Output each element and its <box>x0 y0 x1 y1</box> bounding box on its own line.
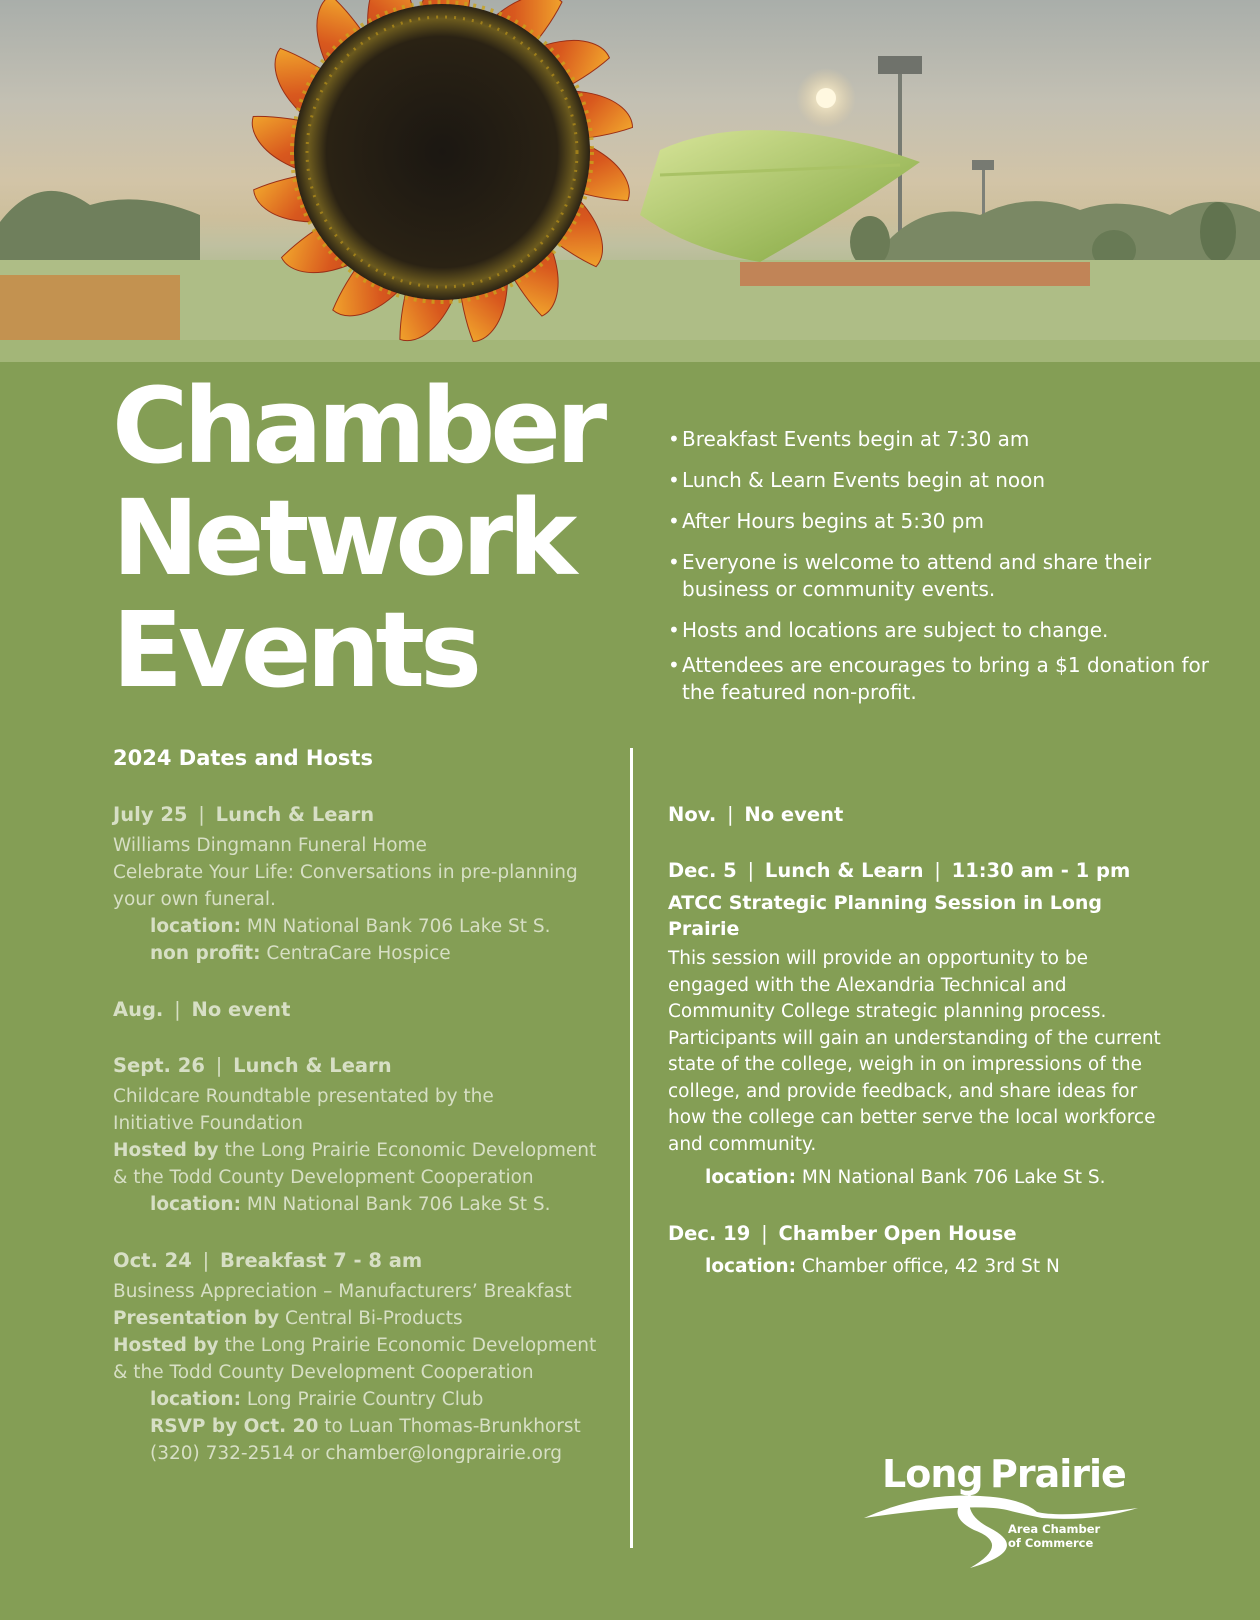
event-nov <box>668 802 1168 828</box>
event-heading <box>668 802 1168 828</box>
event-date: Aug. <box>113 998 164 1021</box>
event-location <box>113 913 623 940</box>
event-date: Nov. <box>668 803 717 826</box>
location-value: Long Prairie Country Club <box>246 1389 484 1410</box>
sunflower-illustration <box>0 0 1260 362</box>
event-type: Lunch & Learn <box>215 803 375 826</box>
column-divider <box>630 748 633 1548</box>
event-time: 11:30 am - 1 pm <box>951 859 1131 882</box>
logo-word-prairie: Prairie <box>990 1452 1126 1496</box>
separator: | <box>198 803 205 826</box>
event-sept <box>113 1053 623 1218</box>
event-host: Williams Dingmann Funeral Home <box>113 835 427 856</box>
event-heading <box>113 1248 623 1274</box>
location-label: location: <box>705 1167 796 1188</box>
separator: | <box>174 998 181 1021</box>
event-aug <box>113 997 623 1023</box>
bullet-donation: • Attendees are encourages to bring a $1 donation for the featured non-profit. <box>668 652 1228 706</box>
event-description-line-1: Business Appreciation – Manufacturers’ Breakfast <box>113 1281 572 1302</box>
event-dec-19 <box>668 1221 1168 1280</box>
event-hosted-by-line-2: & the Todd County Development Cooperation <box>113 1362 534 1383</box>
separator: | <box>202 1249 210 1272</box>
title-line-3: Events <box>112 589 478 711</box>
event-date: July 25 <box>113 803 188 826</box>
bullet-subject-to-change: • Hosts and locations are subject to change. <box>668 617 1228 644</box>
logo-subtitle-line-1: Area Chamber <box>1008 1522 1101 1536</box>
event-july <box>113 802 623 967</box>
hosted-by-value: the Long Prairie Economic Development <box>224 1335 597 1356</box>
event-description-line-2: your own funeral. <box>113 889 276 910</box>
event-heading <box>668 1221 1168 1247</box>
separator: | <box>747 859 755 882</box>
logo-subtitle <box>1008 1522 1100 1550</box>
event-type: Chamber Open House <box>778 1222 1017 1245</box>
event-type: No event <box>744 803 844 826</box>
presentation-value: Central Bi-Products <box>284 1308 463 1329</box>
event-location <box>668 1164 1168 1191</box>
event-subtitle: ATCC Strategic Planning Session in Long Prairie <box>668 892 1103 940</box>
event-contact: (320) 732-2514 or chamber@longprairie.org <box>150 1443 562 1464</box>
event-date: Oct. 24 <box>113 1249 192 1272</box>
location-label: location: <box>705 1256 796 1277</box>
nonprofit-value: CentraCare Hospice <box>266 943 451 964</box>
event-heading <box>668 858 1168 884</box>
event-heading <box>113 802 623 828</box>
sunflower-hero-image <box>0 0 1260 362</box>
location-label: location: <box>150 916 241 937</box>
event-location <box>113 1191 623 1218</box>
event-oct <box>113 1248 623 1467</box>
event-type: Lunch & Learn <box>233 1054 392 1077</box>
event-presentation <box>113 1305 623 1332</box>
event-location <box>668 1253 1168 1280</box>
event-date: Sept. 26 <box>113 1054 205 1077</box>
hosted-by-value: the Long Prairie Economic Development <box>224 1140 597 1161</box>
separator: | <box>934 859 941 882</box>
logo-word-long: Long <box>882 1452 983 1496</box>
section-title: 2024 Dates and Hosts <box>113 746 373 770</box>
rsvp-value: to Luan Thomas-Brunkhorst <box>324 1416 581 1437</box>
separator: | <box>727 803 734 826</box>
location-value: MN National Bank 706 Lake St S. <box>801 1167 1106 1188</box>
event-location <box>113 1386 623 1413</box>
event-dec-5 <box>668 858 1168 1191</box>
rsvp-label: RSVP by Oct. 20 <box>150 1416 319 1437</box>
logo-subtitle-line-2: of Commerce <box>1008 1536 1094 1550</box>
location-label: location: <box>150 1194 241 1215</box>
separator: | <box>761 1222 768 1245</box>
presentation-label: Presentation by <box>113 1308 280 1329</box>
bullet-after-hours-time: • After Hours begins at 5:30 pm <box>668 508 1228 535</box>
event-description-line-2: Initiative Foundation <box>113 1113 303 1134</box>
event-type: Breakfast 7 - 8 am <box>219 1249 423 1272</box>
location-value: Chamber office, 42 3rd St N <box>801 1256 1060 1277</box>
bullet-breakfast-time: • Breakfast Events begin at 7:30 am <box>668 426 1228 453</box>
bullet-everyone-welcome: • Everyone is welcome to attend and share their business or community events. <box>668 549 1228 603</box>
hosted-by-label: Hosted by <box>113 1335 219 1356</box>
separator: | <box>215 1054 223 1077</box>
event-heading <box>113 997 623 1023</box>
bullet-lunch-time: • Lunch & Learn Events begin at noon <box>668 467 1228 494</box>
event-date: Dec. 19 <box>668 1222 751 1245</box>
event-heading <box>113 1053 623 1079</box>
event-hosted-by <box>113 1137 623 1164</box>
hosted-by-label: Hosted by <box>113 1140 219 1161</box>
event-rsvp <box>113 1413 623 1440</box>
nonprofit-label: non profit: <box>150 943 261 964</box>
title-line-1: Chamber <box>112 365 603 487</box>
event-description: This session will provide an opportunity to be engaged with the Alexandria Technical and Community College strategic planning process. Participants will gain an understanding of the current state of the college, weigh in on impressions of the college, and provide feedback, and share ideas for how the college can better serve the local workforce and community. <box>668 948 1161 1155</box>
location-label: location: <box>150 1389 241 1410</box>
events-right-column <box>668 802 1168 1310</box>
location-value: MN National Bank 706 Lake St S. <box>246 916 551 937</box>
event-type: Lunch & Learn <box>764 859 924 882</box>
events-left-column <box>113 802 623 1497</box>
long-prairie-chamber-logo <box>862 1452 1162 1570</box>
page-title <box>112 365 603 711</box>
event-description-line-1: Celebrate Your Life: Conversations in pre-planning <box>113 862 578 883</box>
event-hosted-by <box>113 1332 623 1359</box>
event-hosted-by-line-2: & the Todd County Development Cooperation <box>113 1167 534 1188</box>
event-type: No event <box>191 998 291 1021</box>
info-bullet-list <box>668 426 1228 720</box>
event-nonprofit <box>113 940 623 967</box>
title-line-2: Network <box>112 477 573 599</box>
event-description-line-1: Childcare Roundtable presentated by the <box>113 1086 494 1107</box>
event-date: Dec. 5 <box>668 859 737 882</box>
location-value: MN National Bank 706 Lake St S. <box>246 1194 551 1215</box>
